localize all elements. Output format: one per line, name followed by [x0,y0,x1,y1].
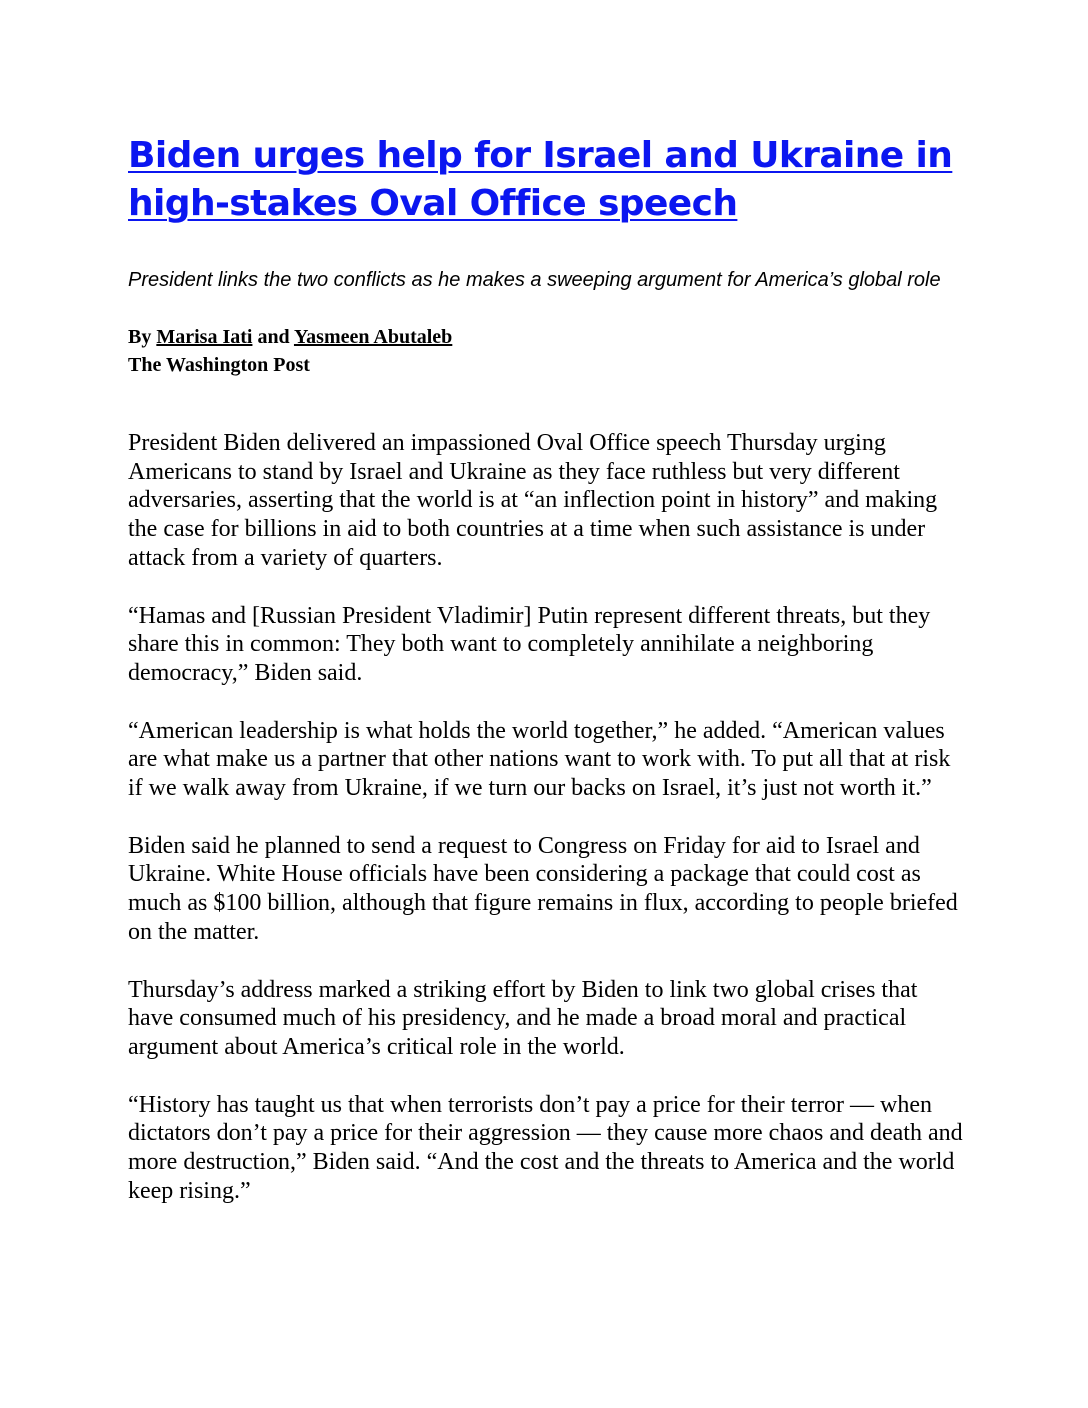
byline [128,323,968,351]
paragraph: “American leadership is what holds the world together,” he added. “American values are what make us a partner that other nations want to work with. To put all that at risk if we walk away from Ukraine, if we turn our backs on Israel, it’s just not worth it.” [128,717,951,802]
byline-prefix: By [128,326,152,348]
article-body [128,429,968,1205]
author-link-yasmeen-abutaleb[interactable]: Yasmeen Abutaleb [293,326,453,348]
subheadline: President links the two conflicts as he makes a sweeping argument for America’s global role [128,269,941,291]
headline-link[interactable]: Biden urges help for Israel and Ukraine in high-stakes Oval Office speech [128,135,953,224]
author-link-marisa-iati[interactable]: Marisa Iati [156,326,253,348]
byline-conjunction: and [257,326,290,348]
paragraph: “History has taught us that when terrorists don’t pay a price for their terror — when dictators don’t pay a price for their aggression — they cause more chaos and death and more destruction,” Biden said. “And the cost and the threats to America and the world keep rising.” [128,1091,963,1204]
paragraph: Thursday’s address marked a striking effort by Biden to link two global crises that have consumed much of his presidency, and he made a broad moral and practical argument about America’s critical role in the world. [128,976,918,1060]
article [128,132,968,1234]
paragraph: President Biden delivered an impassioned Oval Office speech Thursday urging Americans to stand by Israel and Ukraine as they face ruthless but very different adversaries, asserting that the world is at “an inflection point in history” and making the case for billions in aid to both countries at a time when such assistance is under attack from a variety of quarters. [128,430,938,571]
publication-name: The Washington Post [128,354,310,376]
paragraph: Biden said he planned to send a request to Congress on Friday for aid to Israel and Ukraine. White House officials have been considering a package that could cost as much as $100 billion, although that figure remains in flux, according to people briefed on the matter. [128,832,958,945]
paragraph: “Hamas and [Russian President Vladimir] Putin represent different threats, but they share this in common: They both want to completely annihilate a neighboring democracy,” Biden said. [128,602,931,686]
